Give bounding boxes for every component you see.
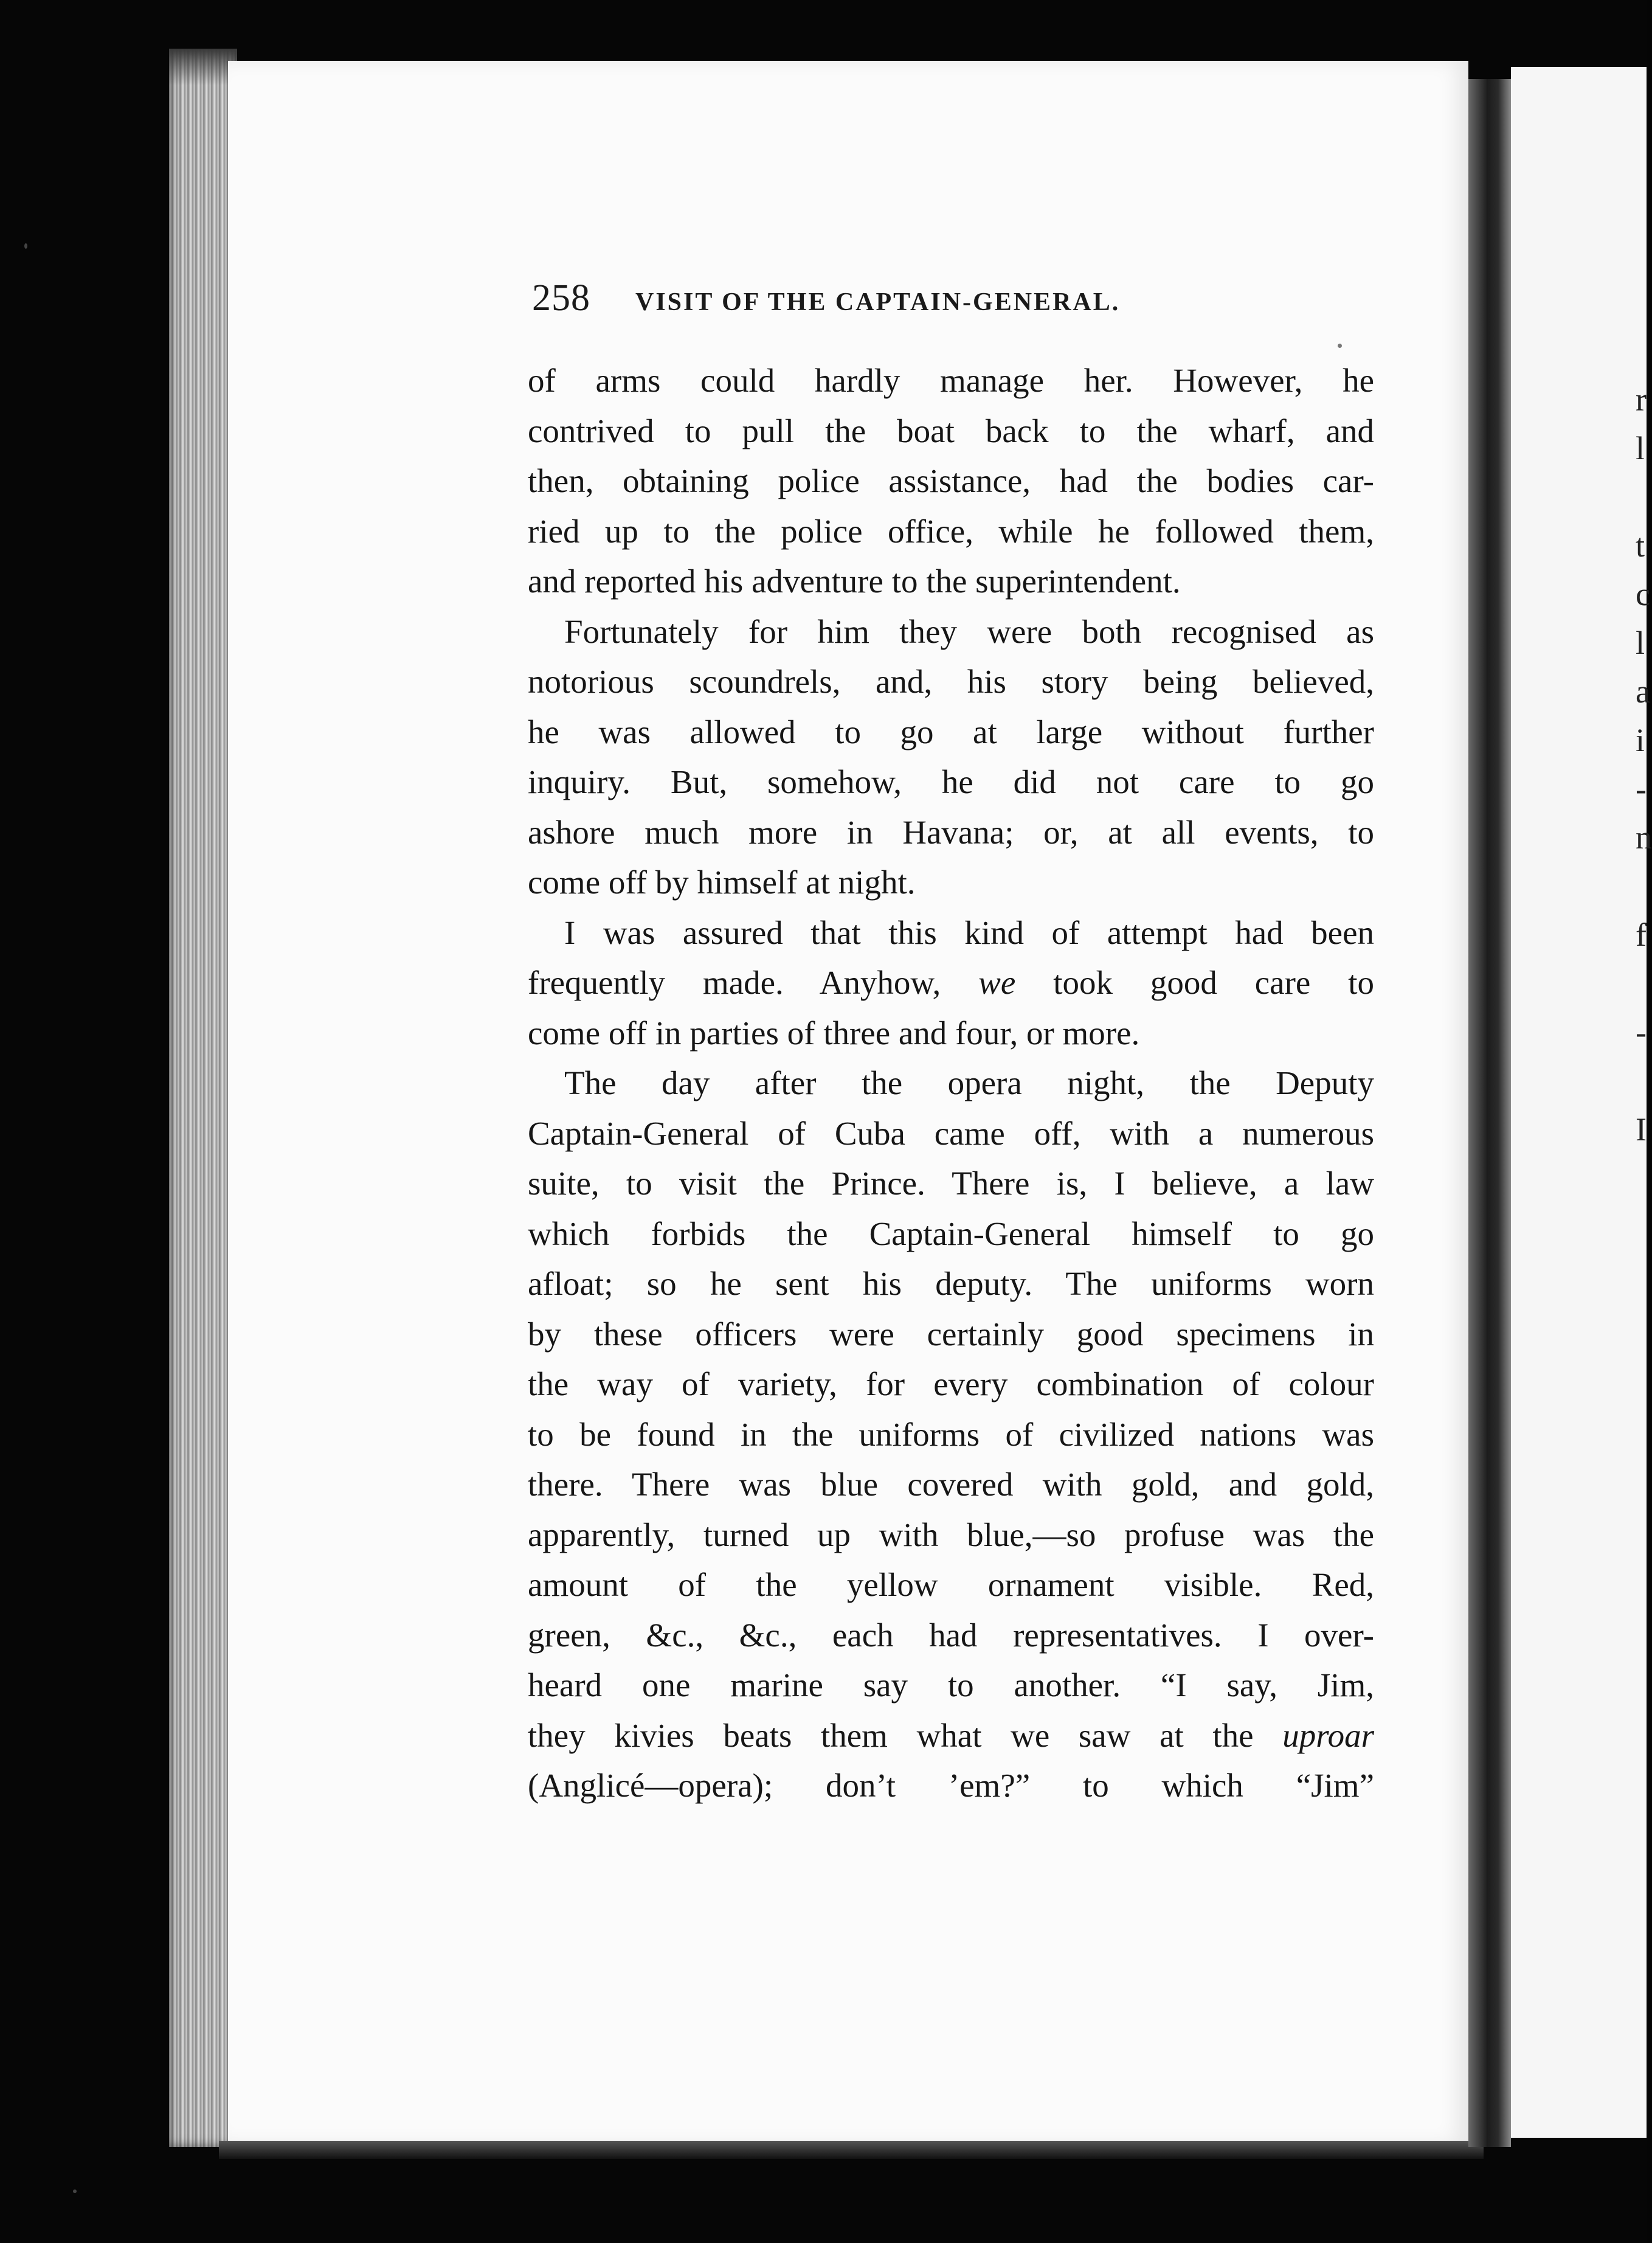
body-text (528, 356, 1374, 1811)
text-line: Captain-General of Cuba came off, with a numerous (528, 1114, 1374, 1152)
text-line: ashore much more in Havana; or, at all events, to (528, 813, 1374, 851)
text-line: there. There was blue covered with gold, and gold, (528, 1466, 1374, 1503)
text-line: (Anglicé—opera); don’t ’em?” to which “Jim” (528, 1767, 1374, 1804)
text-line: come off by himself at night. (528, 864, 916, 901)
italic-word: uproar (1282, 1716, 1375, 1754)
running-head: VISIT OF THE CAPTAIN-GENERAL. (635, 288, 1121, 316)
next-page-fragment: - (1636, 1014, 1647, 1050)
text-line: he was allowed to go at large without further (528, 713, 1374, 751)
next-page-fragment: a (1636, 673, 1650, 710)
text-line: inquiry. But, somehow, he did not care to go (528, 763, 1374, 800)
text-line-with-italic (528, 958, 1374, 1008)
text-line: I was assured that this kind of attempt had been (564, 913, 1374, 951)
scan-speck (1338, 344, 1342, 348)
text-segment: they kivies beats them what we saw at the (528, 1716, 1254, 1754)
text-line: to be found in the uniforms of civilized nations was (528, 1415, 1374, 1453)
text-line: then, obtaining police assistance, had the bodies car- (528, 462, 1374, 499)
text-line: come off in parties of three and four, or more. (528, 1014, 1140, 1052)
next-page-fragment: - (1636, 771, 1647, 807)
text-line: suite, to visit the Prince. There is, I believe, a law (528, 1165, 1374, 1202)
italic-word: we (978, 964, 1016, 1001)
text-line: contrived to pull the boat back to the wharf, and (528, 412, 1374, 449)
next-page-fragment: f (1636, 917, 1647, 953)
page-number: 258 (532, 277, 590, 319)
text-line: afloat; so he sent his deputy. The uniforms worn (528, 1265, 1374, 1302)
next-page-fragment: r (1636, 381, 1647, 418)
scan-speck (73, 2189, 77, 2193)
text-line: Fortunately for him they were both recognised as (564, 612, 1374, 650)
text-segment: frequently made. Anyhow, (528, 964, 941, 1001)
next-page-fragment: n (1636, 819, 1652, 856)
text-line: of arms could hardly manage her. However, he (528, 362, 1374, 399)
right-page-cropped (1511, 67, 1652, 2138)
text-line: and reported his adventure to the superintendent. (528, 563, 1181, 600)
page-header (532, 277, 1237, 320)
text-line: the way of variety, for every combination of colour (528, 1365, 1374, 1402)
text-segment: took good care to (1053, 964, 1375, 1001)
text-line: ried up to the police office, while he followed them, (528, 512, 1374, 550)
text-line: notorious scoundrels, and, his story being believed, (528, 663, 1374, 700)
text-line: heard one marine say to another. “I say, Jim, (528, 1666, 1374, 1704)
text-line: by these officers were certainly good specimens in (528, 1315, 1374, 1353)
next-page-fragment: c (1636, 576, 1650, 612)
next-page-fragment: i (1636, 722, 1645, 758)
text-line: apparently, turned up with blue,—so profuse was the (528, 1516, 1374, 1553)
next-page-fragment: I (1636, 1111, 1647, 1148)
page-edge-shadow (169, 49, 237, 85)
text-line-with-italic (528, 1711, 1374, 1761)
next-page-fragment: l (1636, 430, 1645, 466)
scan-speck (24, 243, 27, 249)
text-line: green, &c., &c., each had representatives. I over- (528, 1616, 1374, 1654)
next-page-fragment: t (1636, 527, 1645, 564)
book-gutter (1468, 79, 1511, 2147)
text-line: amount of the yellow ornament visible. Red, (528, 1566, 1374, 1603)
text-line: which forbids the Captain-General himself to go (528, 1215, 1374, 1252)
page-edge-stack (169, 49, 237, 2147)
text-line: The day after the opera night, the Deputy (564, 1064, 1374, 1101)
next-page-fragment: l (1636, 625, 1645, 661)
page-bottom-shadow (219, 2141, 1484, 2159)
